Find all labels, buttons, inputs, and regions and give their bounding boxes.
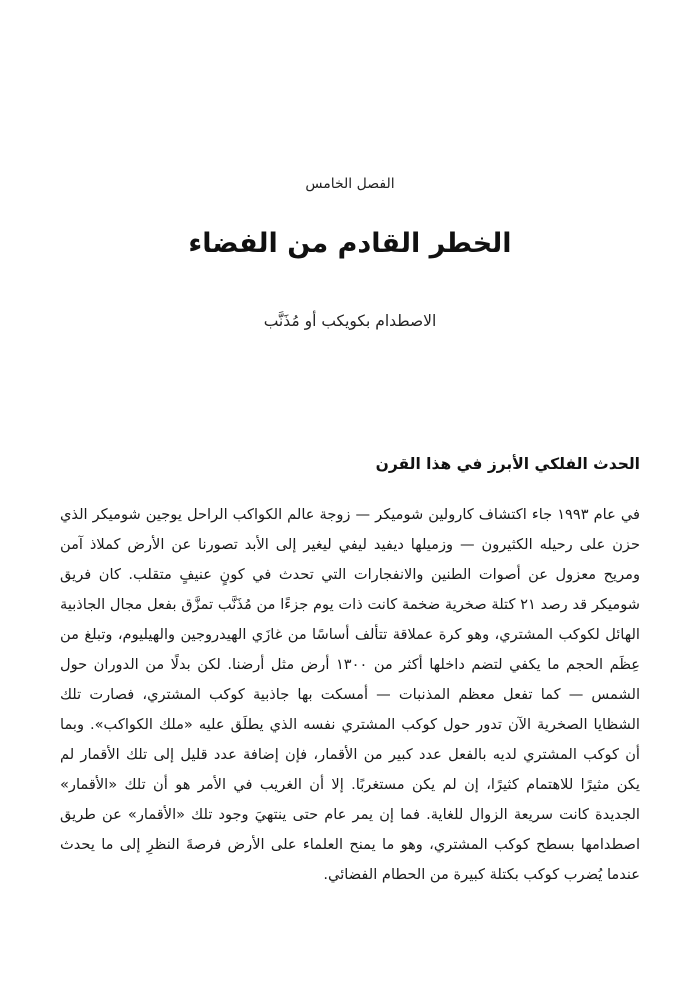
chapter-label: الفصل الخامس [305,176,395,192]
chapter-subtitle: الاصطدام بكويكب أو مُذَنَّب [263,312,437,330]
chapter-title: الخطر القادم من الفضاء [188,228,512,259]
body-paragraph: في عام ١٩٩٣ جاء اكتشاف كارولين شوميكر — زوجة عالم الكواكب الراحل يوجين شوميكر الذي حزن على رحيله الكثيرون — وزميلها ديفيد ليفي ليغير إلى الأبد تصورنا عن الأرض كملاذ آمن ومريح معزول عن أصوات الطنين والانفجارات التي تحدث في كونٍ عنيفٍ متقلب. كان فريق شوميكر قد رصد ٢١ كتلة صخرية ضخمة كانت ذات يوم جزءًا من مُذَنَّب تمزَّق بفعل مجال الجاذبية الهائل لكوكب المشتري، وهو كرة عملاقة تتألف أساسًا من غازَي الهيدروجين والهيليوم، وتبلغ من عِظَم الحجم ما يكفي لتضم داخلها أكثر من ١٣٠٠ أرض مثل أرضنا. لكن بدلًا من الدوران حول الشمس — كما تفعل معظم المذنبات — أمسكت بها جاذبية كوكب المشتري، فصارت تلك الشظايا الصخرية الآن تدور حول كوكب المشتري نفسه الذي يطلَق عليه «ملك الكواكب». وبما أن كوكب المشتري لديه بالفعل عدد كبير من الأقمار، فإن إضافة عدد قليل إلى تلك الأقمار لم يكن مثيرًا للاهتمام كثيرًا، إن لم يكن مستغربًا. إلا أن الغريب في الأمر هو أن تلك «الأقمار» الجديدة كانت سريعة الزوال للغاية. فما إن يمر عام حتى ينتهيَ وجود تلك «الأقمار» عن طريق اصطدامها بسطح كوكب المشتري، وهو ما يمنح العلماء على الأرض فرصةَ النظرِ إلى ما يحدث عندما يُضرب كوكب بكتلة كبيرة من الحطام الفضائي. [60,506,641,883]
section-heading: الحدث الفلكي الأبرز في هذا القرن [375,455,640,473]
